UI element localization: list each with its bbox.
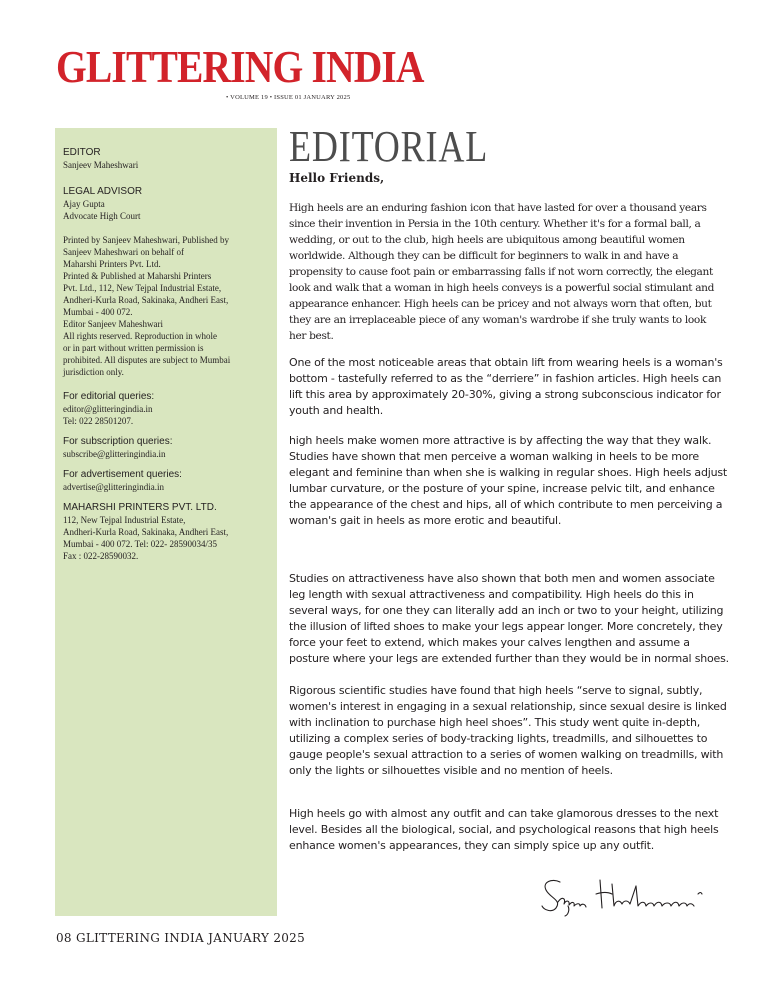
credits-sidebar bbox=[55, 128, 277, 916]
imprint-block bbox=[63, 234, 269, 378]
imprint-line: Printed & Published at Maharshi Printers bbox=[63, 271, 212, 281]
imprint-line: Maharshi Printers Pvt. Ltd. bbox=[63, 259, 161, 269]
advertisement-queries-label: For advertisement queries: bbox=[63, 469, 182, 480]
editorial-phone: Tel: 022 28501207. bbox=[63, 416, 134, 426]
issue-line: • VOLUME 19 • ISSUE 01 JANUARY 2025 bbox=[226, 94, 351, 101]
imprint-line: Pvt. Ltd., 112, New Tejpal Industrial Estate, bbox=[63, 283, 222, 293]
editorial-paragraph: High heels are an enduring fashion icon that have lasted for over a thousand years since their invention in Persia in the 10th century. Whether it's for a formal ball, a wedding, or out to the club, high heels are ubiquitous among beautiful women worldwide. Although they can be difficult for beginners to walk in and have a propensity to cause foot pain or embarrassing falls if not worn correctly, the elegant look and walk that a woman in high heels conveys is a powerful social stimulant and appearance enhancer. High heels can be pricey and not always worn that often, but they are an irreplaceable piece of any woman's wardrobe if she truly wants to look her best. bbox=[289, 202, 715, 342]
subscription-queries-label: For subscription queries: bbox=[63, 436, 173, 447]
imprint-line: Printed by Sanjeev Maheshwari, Published by bbox=[63, 235, 229, 245]
imprint-line: Sanjeev Maheshwari on behalf of bbox=[63, 247, 184, 257]
page-footer: 08 GLITTERING INDIA JANUARY 2025 bbox=[56, 931, 306, 945]
subscription-email-link[interactable]: subscribe@glitteringindia.in bbox=[63, 449, 166, 459]
printer-address-line: Fax : 022-28590032. bbox=[63, 551, 139, 561]
imprint-line: prohibited. All disputes are subject to Mumbai bbox=[63, 355, 231, 365]
editor-signature bbox=[538, 872, 728, 918]
legal-advisor-label: LEGAL ADVISOR bbox=[63, 186, 143, 197]
editor-name: Sanjeev Maheshwari bbox=[63, 160, 139, 170]
imprint-line: or in part without written permission is bbox=[63, 343, 204, 353]
editorial-paragraph: high heels make women more attractive is by affecting the way that they walk. Studies have shown that men perceive a woman walking in heels to be more elegant and feminine than when she is walking in regular shoes. High heels adjust lumbar curvature, or the posture of your spine, increase pelvic tilt, and enhance the appearance of the chest and hips, all of which contribute to men perceiving a woman's gait in heels as more erotic and beautiful. bbox=[289, 434, 728, 527]
printer-address-line: Andheri-Kurla Road, Sakinaka, Andheri East, bbox=[63, 527, 229, 537]
editorial-paragraph: Studies on attractiveness have also shown that both men and women associate leg length with sexual attractiveness and compatibility. High heels do this in several ways, for one they can literally add an inch or two to your height, utilizing the illusion of lifted shoes to make your legs appear longer. More concretely, they force your feet to extend, which makes your calves lengthen and assume a posture where your legs are extended further than they would be in normal shoes. bbox=[289, 572, 729, 665]
editorial-paragraph: High heels go with almost any outfit and can take glamorous dresses to the next level. Besides all the biological, social, and psychological reasons that high heels enhance women's appearances, they can simply spice up any outfit. bbox=[289, 807, 719, 852]
masthead-title: GLITTERING INDIA bbox=[56, 41, 424, 92]
imprint-line: Andheri-Kurla Road, Sakinaka, Andheri East, bbox=[63, 295, 229, 305]
editorial-paragraph: One of the most noticeable areas that obtain lift from wearing heels is a woman's bottom - tastefully referred to as the “derriere” in fashion articles. High heels can lift this area by approximately 20-30%, giving a strong subconscious indicator for youth and health. bbox=[289, 356, 723, 417]
imprint-line: All rights reserved. Reproduction in whole bbox=[63, 331, 217, 341]
imprint-line: Mumbai - 400 072. bbox=[63, 307, 133, 317]
editor-label: EDITOR bbox=[63, 147, 101, 158]
legal-advisor-name: Ajay Gupta bbox=[63, 199, 105, 209]
imprint-line: jurisdiction only. bbox=[63, 367, 124, 377]
printer-address-line: 112, New Tejpal Industrial Estate, bbox=[63, 515, 186, 525]
printer-company-name: MAHARSHI PRINTERS PVT. LTD. bbox=[63, 502, 217, 513]
editorial-queries-label: For editorial queries: bbox=[63, 391, 155, 402]
printer-address-line: Mumbai - 400 072. Tel: 022- 28590034/35 bbox=[63, 539, 217, 549]
editorial-paragraph: Rigorous scientific studies have found that high heels “serve to signal, subtly, women's interest in engaging in a sexual relationship, since sexual desire is linked with inclination to purchase high heel shoes”. This study went quite in-depth, utilizing a complex series of body-tracking lights, treadmills, and silhouettes to gauge people's sexual attraction to a series of women walking on treadmills, with only the lights or silhouettes visible and no mention of heels. bbox=[289, 684, 727, 777]
editorial-email-link[interactable]: editor@glitteringindia.in bbox=[63, 404, 153, 414]
advertisement-email-link[interactable]: advertise@glitteringindia.in bbox=[63, 482, 165, 492]
legal-advisor-title: Advocate High Court bbox=[63, 211, 141, 221]
editorial-heading: EDITORIAL bbox=[289, 122, 489, 171]
editorial-greeting: Hello Friends, bbox=[289, 171, 385, 185]
imprint-line: Editor Sanjeev Maheshwari bbox=[63, 319, 163, 329]
